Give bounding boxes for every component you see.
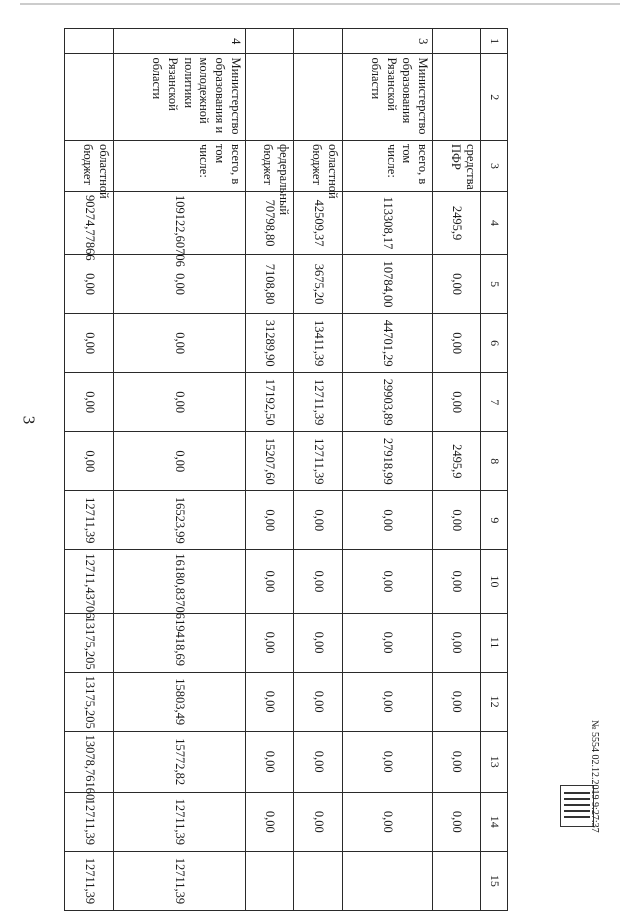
value-cell: 15772,82 bbox=[113, 731, 245, 792]
value-cell: 0,00 bbox=[342, 550, 432, 613]
value-cell: 90274,77866 bbox=[65, 191, 114, 254]
header-cell: 8 bbox=[481, 432, 508, 491]
value-cell: 0,00 bbox=[342, 491, 432, 550]
value-cell: 0,00 bbox=[113, 432, 245, 491]
value-cell: 0,00 bbox=[432, 550, 480, 613]
value-cell: 0,00 bbox=[245, 672, 293, 731]
value-cell: 0,00 bbox=[245, 731, 293, 792]
value-cell: 13078,76160 bbox=[65, 731, 114, 792]
value-cell: 17192,50 bbox=[245, 373, 293, 432]
value-cell: 3675,20 bbox=[294, 255, 342, 314]
stamp-number: № 5554 bbox=[589, 720, 600, 753]
value-cell: 0,00 bbox=[342, 792, 432, 851]
value-cell: 0,00 bbox=[245, 550, 293, 613]
header-cell: 7 bbox=[481, 373, 508, 432]
table-row bbox=[65, 29, 114, 911]
row-c1-cell bbox=[294, 29, 342, 54]
row-c2-cell bbox=[432, 54, 480, 141]
registration-stamp bbox=[589, 720, 600, 910]
value-cell: 12711,39 bbox=[294, 373, 342, 432]
row-c2-cell bbox=[245, 54, 293, 141]
value-cell: 109122,60706 bbox=[113, 191, 245, 254]
page-number: 3 bbox=[19, 415, 39, 425]
row-c3-cell: средства ПФР bbox=[432, 141, 480, 192]
header-cell: 11 bbox=[481, 613, 508, 672]
value-cell: 0,00 bbox=[294, 613, 342, 672]
row-c3-cell: федеральный бюджет bbox=[245, 141, 293, 192]
value-cell: 29903,89 bbox=[342, 373, 432, 432]
value-cell: 2495,9 bbox=[432, 432, 480, 491]
value-cell: 13175,205 bbox=[65, 613, 114, 672]
row-c1-cell bbox=[432, 29, 480, 54]
row-c3-cell: всего, в том числе: bbox=[113, 141, 245, 192]
value-cell: 0,00 bbox=[342, 613, 432, 672]
table-row bbox=[113, 29, 245, 911]
value-cell: 12711,39 bbox=[113, 792, 245, 851]
row-c2-cell: Министерство образования и молодежной политики Рязанской области bbox=[113, 54, 245, 141]
value-cell: 13175,205 bbox=[65, 672, 114, 731]
table-row bbox=[432, 29, 480, 911]
value-cell: 113308,17 bbox=[342, 191, 432, 254]
header-cell: 12 bbox=[481, 672, 508, 731]
value-cell bbox=[245, 851, 293, 910]
value-cell: 12711,39 bbox=[65, 491, 114, 550]
value-cell: 0,00 bbox=[432, 314, 480, 373]
value-cell: 12711,43706 bbox=[65, 550, 114, 613]
value-cell: 0,00 bbox=[342, 731, 432, 792]
header-cell: 2 bbox=[481, 54, 508, 141]
value-cell: 44701,29 bbox=[342, 314, 432, 373]
value-cell: 15207,60 bbox=[245, 432, 293, 491]
value-cell: 0,00 bbox=[432, 491, 480, 550]
value-cell: 0,00 bbox=[245, 792, 293, 851]
scan-edge-line bbox=[20, 3, 620, 5]
stamp-datetime: 02.12.2019 9:27:37 bbox=[589, 754, 600, 833]
value-cell: 0,00 bbox=[432, 731, 480, 792]
row-c1-cell: 4 bbox=[113, 29, 245, 54]
header-cell: 13 bbox=[481, 731, 508, 792]
header-cell: 5 bbox=[481, 255, 508, 314]
value-cell: 0,00 bbox=[432, 613, 480, 672]
value-cell: 0,00 bbox=[113, 255, 245, 314]
value-cell: 42509,37 bbox=[294, 191, 342, 254]
row-c2-cell bbox=[294, 54, 342, 141]
header-cell: 4 bbox=[481, 191, 508, 254]
value-cell: 16180,83706 bbox=[113, 550, 245, 613]
value-cell: 13411,39 bbox=[294, 314, 342, 373]
value-cell: 31289,90 bbox=[245, 314, 293, 373]
value-cell: 0,00 bbox=[65, 373, 114, 432]
header-cell: 1 bbox=[481, 29, 508, 54]
value-cell: 10784,00 bbox=[342, 255, 432, 314]
row-c2-cell bbox=[65, 54, 114, 141]
value-cell: 70798,80 bbox=[245, 191, 293, 254]
row-c3-cell: всего, в том числе: bbox=[342, 141, 432, 192]
value-cell: 16523,99 bbox=[113, 491, 245, 550]
value-cell: 0,00 bbox=[432, 792, 480, 851]
value-cell: 0,00 bbox=[294, 550, 342, 613]
value-cell: 12711,39 bbox=[65, 792, 114, 851]
header-cell: 10 bbox=[481, 550, 508, 613]
budget-table-container bbox=[64, 28, 508, 911]
value-cell: 0,00 bbox=[432, 373, 480, 432]
value-cell: 19418,69 bbox=[113, 613, 245, 672]
value-cell: 0,00 bbox=[294, 731, 342, 792]
header-cell: 14 bbox=[481, 792, 508, 851]
value-cell: 0,00 bbox=[65, 255, 114, 314]
value-cell: 0,00 bbox=[245, 491, 293, 550]
value-cell: 0,00 bbox=[113, 373, 245, 432]
header-cell: 3 bbox=[481, 141, 508, 192]
value-cell: 27918,99 bbox=[342, 432, 432, 491]
value-cell: 12711,39 bbox=[294, 432, 342, 491]
header-cell: 6 bbox=[481, 314, 508, 373]
value-cell: 0,00 bbox=[294, 672, 342, 731]
budget-table bbox=[64, 28, 508, 911]
value-cell: 0,00 bbox=[245, 613, 293, 672]
row-c3-cell: областной бюджет bbox=[65, 141, 114, 192]
table-row bbox=[245, 29, 293, 911]
row-c2-cell: Министерство образования Рязанской области bbox=[342, 54, 432, 141]
value-cell: 0,00 bbox=[294, 792, 342, 851]
value-cell: 7108,80 bbox=[245, 255, 293, 314]
table-row bbox=[294, 29, 342, 911]
header-cell: 9 bbox=[481, 491, 508, 550]
row-c1-cell bbox=[65, 29, 114, 54]
value-cell: 0,00 bbox=[65, 314, 114, 373]
value-cell: 0,00 bbox=[342, 672, 432, 731]
table-header-row bbox=[481, 29, 508, 911]
value-cell bbox=[342, 851, 432, 910]
row-c3-cell: областной бюджет bbox=[294, 141, 342, 192]
value-cell: 0,00 bbox=[294, 491, 342, 550]
value-cell bbox=[432, 851, 480, 910]
row-c1-cell bbox=[245, 29, 293, 54]
row-c1-cell: 3 bbox=[342, 29, 432, 54]
value-cell: 12711,39 bbox=[65, 851, 114, 910]
value-cell: 12711,39 bbox=[113, 851, 245, 910]
value-cell: 0,00 bbox=[432, 255, 480, 314]
value-cell: 15803,49 bbox=[113, 672, 245, 731]
value-cell: 2495,9 bbox=[432, 191, 480, 254]
value-cell: 0,00 bbox=[113, 314, 245, 373]
value-cell: 0,00 bbox=[65, 432, 114, 491]
value-cell: 0,00 bbox=[432, 672, 480, 731]
header-cell: 15 bbox=[481, 851, 508, 910]
value-cell bbox=[294, 851, 342, 910]
table-row bbox=[342, 29, 432, 911]
